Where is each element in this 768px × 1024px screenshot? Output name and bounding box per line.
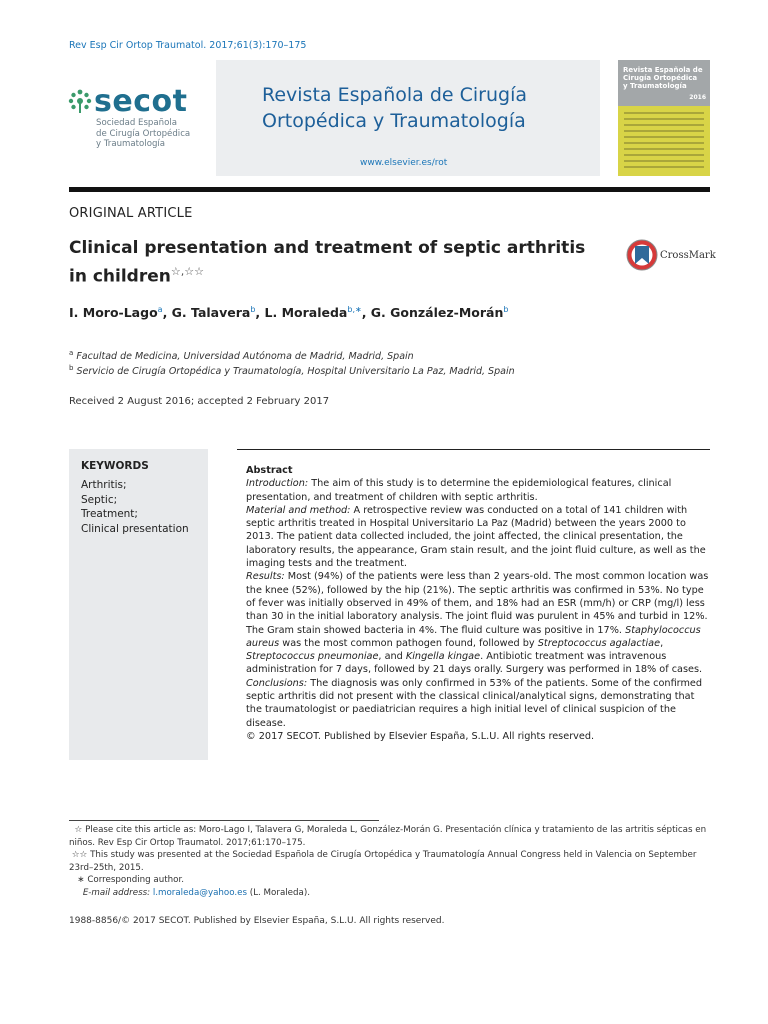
journal-cover-image[interactable] xyxy=(618,60,710,176)
crossmark-button[interactable] xyxy=(626,238,726,272)
header-divider xyxy=(69,187,710,192)
affiliation: $^b$ Servicio de Cirugía Ortopédica y Traumatología, Hospital Universitario La Paz, Madrid, Spain xyxy=(69,364,515,378)
keyword: Arthritis; xyxy=(81,479,127,491)
affiliation-link[interactable]: a xyxy=(157,305,163,314)
footnote-congress: ☆☆ This study was presented at the Sociedad Española de Cirugía Ortopédica y Traumatología Annual Congress held in Valencia on September 23rd–25th, 2015. xyxy=(69,850,697,873)
footnote-citation: ☆ Please cite this article as: Moro-Lago I, Talavera G, Moraleda L, González-Morán G. Presentación clínica y tratamiento de las artritis sépticas en niños. Rev Esp Cir Ortop Traumatol. 2017;61:170–175. xyxy=(69,825,707,848)
journal-citation[interactable]: Rev Esp Cir Ortop Traumatol. 2017;61(3):170–175 xyxy=(69,40,307,51)
received-dates: Received 2 August 2016; accepted 2 February 2017 xyxy=(69,396,330,407)
affiliation-link[interactable]: b,∗ xyxy=(347,305,362,314)
author-name: I. Moro-Lago xyxy=(69,305,158,321)
keywords-box xyxy=(69,449,208,760)
secot-subtitle: Sociedad Española de Cirugía Ortopédica y Traumatología xyxy=(96,118,191,149)
author-name: G. González-Morán xyxy=(370,305,504,321)
affiliation-link[interactable]: b xyxy=(503,305,509,314)
cover-title: Revista Española de Cirugía Ortopédica y Traumatología xyxy=(623,66,703,90)
abstract-conclusions: Conclusions: The diagnosis was only confirmed in 53% of the patients. Some of the confirmed septic arthritis did not present with the classical clinical/analytical signs, demonstrating that the traumatologist or paediatrician requires a high initial level of clinical suspicion of the disease. xyxy=(246,677,703,729)
keyword: Treatment; xyxy=(81,508,138,520)
title-footnote-marks[interactable]: ☆,☆☆ xyxy=(170,265,204,278)
keyword: Clinical presentation xyxy=(81,522,189,535)
abstract-divider xyxy=(237,449,710,450)
crossmark-label: CrossMark xyxy=(660,250,716,261)
crossmark-icon xyxy=(626,238,658,272)
abstract xyxy=(246,464,710,743)
abstract-heading: Abstract xyxy=(246,465,293,476)
affiliation: $^a$ Facultad de Medicina, Universidad Autónoma de Madrid, Madrid, Spain xyxy=(69,349,414,363)
footnote-divider xyxy=(69,820,379,821)
affiliation-link[interactable]: b xyxy=(250,305,256,314)
footnotes xyxy=(69,824,711,899)
cover-year: 2016 xyxy=(689,94,706,101)
article-title: Clinical presentation and treatment of septic arthritis in children☆,☆☆ xyxy=(69,238,586,287)
author-name: L. Moraleda xyxy=(264,305,348,321)
keywords-heading: KEYWORDS xyxy=(81,460,149,472)
journal-url-link[interactable]: www.elsevier.es/rot xyxy=(360,158,448,168)
abstract-method: Material and method: A retrospective review was conducted on a total of 141 children with septic arthritis treated in Hospital Universitario La Paz (Madrid) between the years 2000 to 2013. The patient data collected included, the joint affected, the clinical presentation, the laboratory results, the appearance, Gram stain result, and the joint fluid culture, as well as the imaging tests and the treatment. xyxy=(246,504,706,570)
author-list: I. Moro-Lago$^a$, G. Talavera$^b$, L. Moraleda$^{b,∗}$, G. González-Morán$^b$ xyxy=(69,305,509,321)
footnote-email: E-mail address: l.moraleda@yahoo.es (L. Moraleda). xyxy=(82,887,311,898)
author-name: G. Talavera xyxy=(171,305,251,321)
email-link[interactable]: l.moraleda@yahoo.es xyxy=(152,887,248,898)
keyword: Septic; xyxy=(81,493,118,506)
article-type: ORIGINAL ARTICLE xyxy=(69,206,193,221)
journal-title: Revista Española de Cirugía Ortopédica y Traumatología xyxy=(262,84,527,132)
keywords-list xyxy=(81,478,189,536)
abstract-copyright: © 2017 SECOT. Published by Elsevier España, S.L.U. All rights reserved. xyxy=(246,730,595,742)
issn-copyright: 1988-8856/© 2017 SECOT. Published by Elsevier España, S.L.U. All rights reserved. xyxy=(69,916,445,926)
footnote-corresponding: ∗ Corresponding author. xyxy=(77,875,185,885)
secot-logo-text: secot xyxy=(94,84,188,119)
abstract-results: Results: Most (94%) of the patients were less than 2 years-old. The most common location was the knee (52%), followed by the hip (21%). The septic arthritis was confirmed in 53%. No type of fever was initially observed in 49% of them, and 18% had an ESR (mm/h) or CRP (mg/l) less than 30 in the initial laboratory analysis. The joint fluid was purulent in 45% and turbid in 12%. The Gram stain showed bacteria in 4%. The fluid culture was positive in 17%. Staphylococcus aureus was the most common pathogen found, followed by Streptococcus agalactiae, Streptococcus pneumoniae, and Kingella kingae. Antibiotic treatment was intravenous administration for 7 days, followed by 21 days orally. Surgery was performed in 18% of cases. xyxy=(246,571,709,676)
secot-emblem-icon xyxy=(67,88,93,114)
abstract-introduction: Introduction: The aim of this study is to determine the epidemiological features, clinical presentation, and treatment of children with septic arthritis. xyxy=(246,478,672,503)
